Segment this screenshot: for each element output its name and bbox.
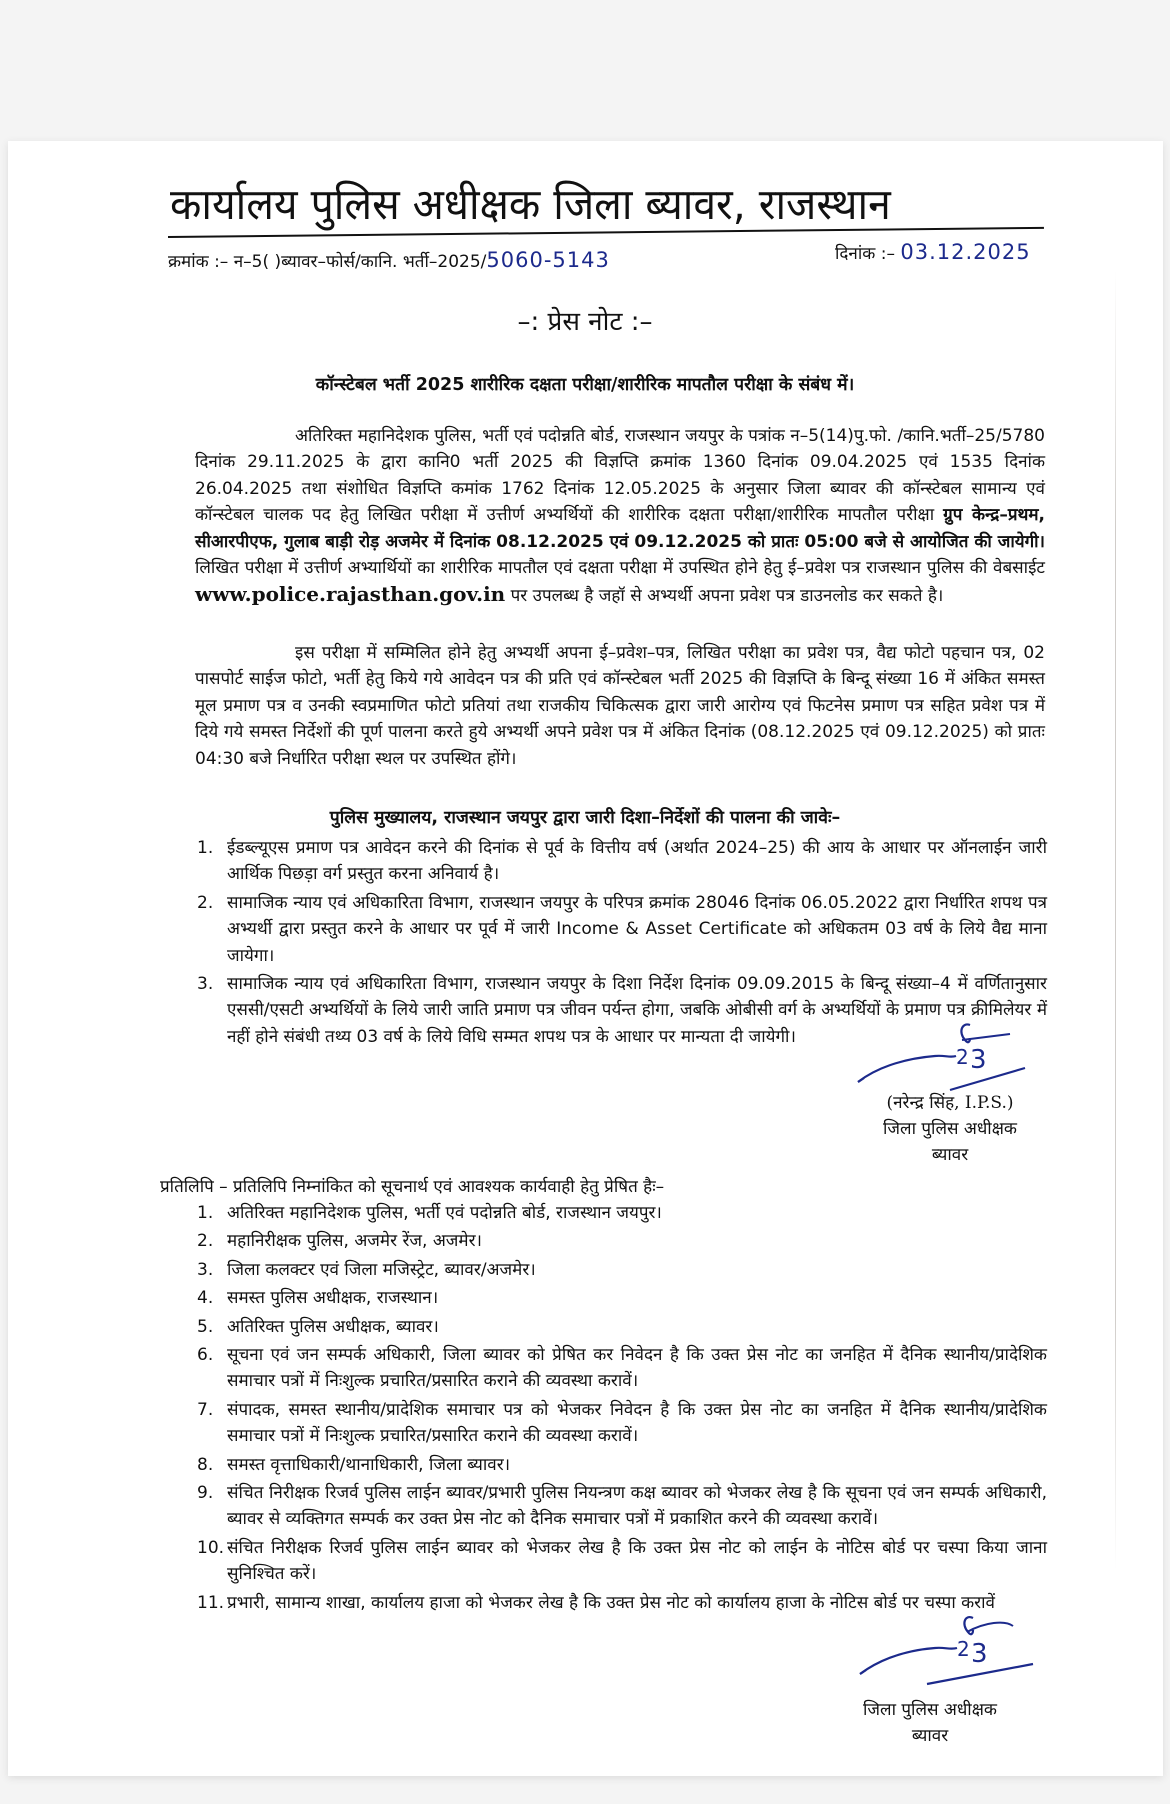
item-number: 1. <box>197 838 214 858</box>
item-number: 8. <box>197 1454 214 1475</box>
paragraph1-text-3: पर उपलब्ध है जहॉ से अभ्यर्थी अपना प्रवेश पत्र डाउनलोड कर सकते है। <box>505 586 944 607</box>
item-number: 2. <box>197 892 214 913</box>
copy-to-item <box>197 1228 1047 1254</box>
copy-to-item <box>197 1285 1047 1311</box>
copy-to-list <box>197 1200 1047 1618</box>
item-number: 5. <box>197 1316 214 1337</box>
footer-signatory-block <box>840 1697 1020 1749</box>
item-text: महानिरीक्षक पुलिस, अजमेर रेंज, अजमेर। <box>227 1231 482 1252</box>
body-paragraph-1 <box>195 423 1045 610</box>
copy-to-item <box>197 1342 1047 1395</box>
reference-number <box>168 248 610 272</box>
subject-line: कॉन्स्टेबल भर्ती 2025 शारीरिक दक्षता परीक्षा/शारीरिक मापतौल परीक्षा के संबंध में। <box>315 375 855 395</box>
exam-venue-date: ग्रुप केन्द्र–प्रथम, सीआरपीएफ, गुलाब बाड़ी रोड़ अजमेर में दिनांक 08.12.2025 एवं 09.12.2025 को प्रातः 05:00 बजे से आयोजित की जायेगी। <box>195 505 1045 552</box>
item-number: 4. <box>197 1288 214 1309</box>
copy-to-item <box>197 1535 1047 1588</box>
reference-handwritten: 5060-5143 <box>486 248 610 272</box>
item-number: 7. <box>197 1399 214 1420</box>
body-paragraph-2 <box>195 640 1045 772</box>
copy-to-item <box>197 1452 1047 1478</box>
guideline-item <box>197 890 1047 969</box>
svg-text:2: 2 <box>956 1045 969 1069</box>
document-date <box>835 240 1031 264</box>
item-text: संचित निरीक्षक रिजर्व पुलिस लाईन ब्यावर/प्रभारी पुलिस नियन्त्रण कक्ष ब्यावर को भेजकर लेख है कि सूचना एवं जन सम्पर्क अधिकारी, ब्यावर से व्यक्तिगत सम्पर्क कर उक्त प्रेस नोट को दैनिक समाचार पत्रों में प्रकाशित करने की व्यवस्था करावें। <box>227 1483 1047 1530</box>
fold-line <box>1115 270 1116 1570</box>
guidelines-heading: पुलिस मुख्यालय, राजस्थान जयपुर द्वारा जारी दिशा–निर्देशों की पालना की जावेः– <box>329 808 841 828</box>
item-text: सामाजिक न्याय एवं अधिकारिता विभाग, राजस्थान जयपुर के परिपत्र क्रमांक 28046 दिनांक 06.05.2022 द्वारा निर्धारित शपथ पत्र अभ्यर्थी द्वारा प्रस्तुत करने के आधार पर पूर्व में जारी Income & Asset Certificate को अधिकतम 03 वर्ष के लिये वैद्य माना जायेगा। <box>227 892 1047 966</box>
date-handwritten: 03.12.2025 <box>900 240 1031 264</box>
date-label: दिनांक :– <box>835 244 895 264</box>
svg-text:3: 3 <box>970 1045 987 1075</box>
item-text: संचित निरीक्षक रिजर्व पुलिस लाईन ब्यावर को भेजकर लेख है कि उक्त प्रेस नोट को लाईन के नोटिस बोर्ड पर चस्पा किया जाना सुनिश्चित करें। <box>227 1537 1047 1585</box>
office-title: कार्यालय पुलिस अधीक्षक जिला ब्यावर, राजस्थान <box>170 180 891 230</box>
website-link[interactable]: www.police.rajasthan.gov.in <box>195 582 506 607</box>
footer-signatory-location: ब्यावर <box>911 1726 949 1746</box>
press-note-title: –: प्रेस नोट :– <box>517 307 653 337</box>
signatory-designation: जिला पुलिस अधीक्षक <box>883 1119 1017 1139</box>
guideline-item <box>197 835 1047 888</box>
item-number: 3. <box>197 974 214 995</box>
item-number: 11. <box>197 1592 225 1613</box>
signatory-block <box>835 1090 1065 1168</box>
item-text: ईडब्ल्यूएस प्रमाण पत्र आवेदन करने की दिनांक से पूर्व के वित्तीय वर्ष (अर्थात 2024–25) की आय के आधार पर ऑनलाईन जारी आर्थिक पिछड़ा वर्ग प्रस्तुत करना अनिवार्य है। <box>227 838 1047 885</box>
item-text: समस्त पुलिस अधीक्षक, राजस्थान। <box>227 1288 439 1309</box>
svg-text:2: 2 <box>957 1637 970 1661</box>
paragraph2-text: इस परीक्षा में सम्मिलित होने हेतु अभ्यर्थी अपना ई–प्रवेश–पत्र, लिखित परीक्षा का प्रवेश पत्र, वैद्य फोटो पहचान पत्र, 02 पासपोर्ट साईज फोटो, भर्ती हेतु किये गये आवेदन पत्र की प्रति एवं कॉन्स्टेबल भर्ती 2025 की विज्ञप्ति के बिन्दू संख्या 16 में अंकित समस्त मूल प्रमाण पत्र व उनकी स्वप्रमाणित फोटो प्रतियां तथा राजकीय चिकित्सक द्वारा जारी आरोग्य एवं फिटनेस प्रमाण पत्र सहित प्रवेश पत्र में दिये गये समस्त निर्देशों की पूर्ण पालना करते हुये अभ्यर्थी अपने प्रवेश पत्र में अंकित दिनांक (08.12.2025 एवं 09.12.2025) को प्रातः 04:30 बजे निर्धारित परीक्षा स्थल पर उपस्थित होंगे। <box>195 643 1045 769</box>
copy-to-item <box>197 1200 1047 1226</box>
item-text: सामाजिक न्याय एवं अधिकारिता विभाग, राजस्थान जयपुर के दिशा निर्देश दिनांक 09.09.2015 के बिन्दू संख्या–4 में वर्णितानुसार एससी/एसटी अभ्यर्थियों के लिये जारी जाति प्रमाण पत्र जीवन पर्यन्त होगा, जबकि ओबीसी वर्ग के अभ्यर्थियों के प्रमाण पत्र क्रीमिलेयर में नहीं होने संबंधी तथ्य 03 वर्ष के लिये विधि सम्मत शपथ पत्र के आधार पर मान्यता दी जायेगी। <box>227 974 1047 1047</box>
item-number: 10. <box>197 1537 225 1558</box>
copy-to-item <box>197 1480 1047 1533</box>
signatory-location: ब्यावर <box>931 1145 969 1165</box>
copy-to-item <box>197 1397 1047 1450</box>
item-text: अतिरिक्त महानिदेशक पुलिस, भर्ती एवं पदोन्नति बोर्ड, राजस्थान जयपुर। <box>227 1203 662 1223</box>
item-number: 9. <box>197 1483 214 1504</box>
reference-prefix: क्रमांक :– न–5( )ब्यावर–फोर्स/कानि. भर्ती–2025/ <box>168 252 487 272</box>
paragraph1-text: अतिरिक्त महानिदेशक पुलिस, भर्ती एवं पदोन्नति बोर्ड, राजस्थान जयपुर के पत्रांक न–5(14)पु.फो. /कानि.भर्ती–25/5780 दिनांक 29.11.2025 के द्वारा कानि0 भर्ती 2025 की विज्ञप्ति क्रमांक 1360 दिनांक 09.04.2025 एवं 1535 दिनांक 26.04.2025 तथा संशोधित विज्ञप्ति कमांक 1762 दिनांक 12.05.2025 के अनुसार जिला ब्यावर की कॉन्स्टेबल सामान्य एवं कॉन्स्टेबल चालक पद हेतु लिखित परीक्षा में उत्तीर्ण अभ्यर्थियों की शारीरिक दक्षता परीक्षा/शारीरिक मापतौल परीक्षा <box>195 426 1045 526</box>
item-text: जिला कलक्टर एवं जिला मजिस्ट्रेट, ब्यावर/अजमेर। <box>227 1259 536 1280</box>
item-text: सूचना एवं जन सम्पर्क अधिकारी, जिला ब्यावर को प्रेषित कर निवेदन है कि उक्त प्रेस नोट का जनहित में दैनिक स्थानीय/प्रादेशिक समाचार पत्रों में निःशुल्क प्रचारित/प्रसारित कराने की व्यवस्था करावें। <box>227 1345 1047 1392</box>
signature-icon <box>850 1020 1040 1100</box>
item-number: 6. <box>197 1345 214 1366</box>
item-number: 2. <box>197 1231 214 1252</box>
item-text: अतिरिक्त पुलिस अधीक्षक, ब्यावर। <box>227 1316 439 1337</box>
signatory-name: (नरेन्द्र सिंह, I.P.S.) <box>886 1093 1014 1113</box>
signature-icon <box>855 1612 1045 1692</box>
item-text: संपादक, समस्त स्थानीय/प्रादेशिक समाचार पत्र को भेजकर निवेदन है कि उक्त प्रेस नोट का जनहित में दैनिक स्थानीय/प्रादेशिक समाचार पत्रों में निःशुल्क प्रचारित/प्रसारित कराने की व्यवस्था करावें। <box>227 1399 1047 1447</box>
svg-text:3: 3 <box>971 1639 988 1669</box>
copy-to-heading: प्रतिलिपि – प्रतिलिपि निम्नांकित को सूचनार्थ एवं आवश्यक कार्यवाही हेतु प्रेषित हैः– <box>160 1177 665 1197</box>
item-number: 1. <box>197 1203 214 1223</box>
paragraph1-text-2: लिखित परीक्षा में उत्तीर्ण अभ्यार्थियों का शारीरिक मापतौल एवं दक्षता परीक्षा में उपस्थित होने हेतु ई–प्रवेश पत्र राजस्थान पुलिस की वेबसाईट <box>195 558 1045 579</box>
copy-to-item <box>197 1257 1047 1283</box>
item-text: प्रभारी, सामान्य शाखा, कार्यालय हाजा को भेजकर लेख है कि उक्त प्रेस नोट को कार्यालय हाजा के नोटिस बोर्ड पर चस्पा करावें <box>227 1592 995 1613</box>
item-text: समस्त वृत्ताधिकारी/थानाधिकारी, जिला ब्यावर। <box>227 1454 511 1475</box>
copy-to-item <box>197 1314 1047 1340</box>
item-number: 3. <box>197 1259 214 1280</box>
footer-signatory-designation: जिला पुलिस अधीक्षक <box>863 1700 997 1720</box>
